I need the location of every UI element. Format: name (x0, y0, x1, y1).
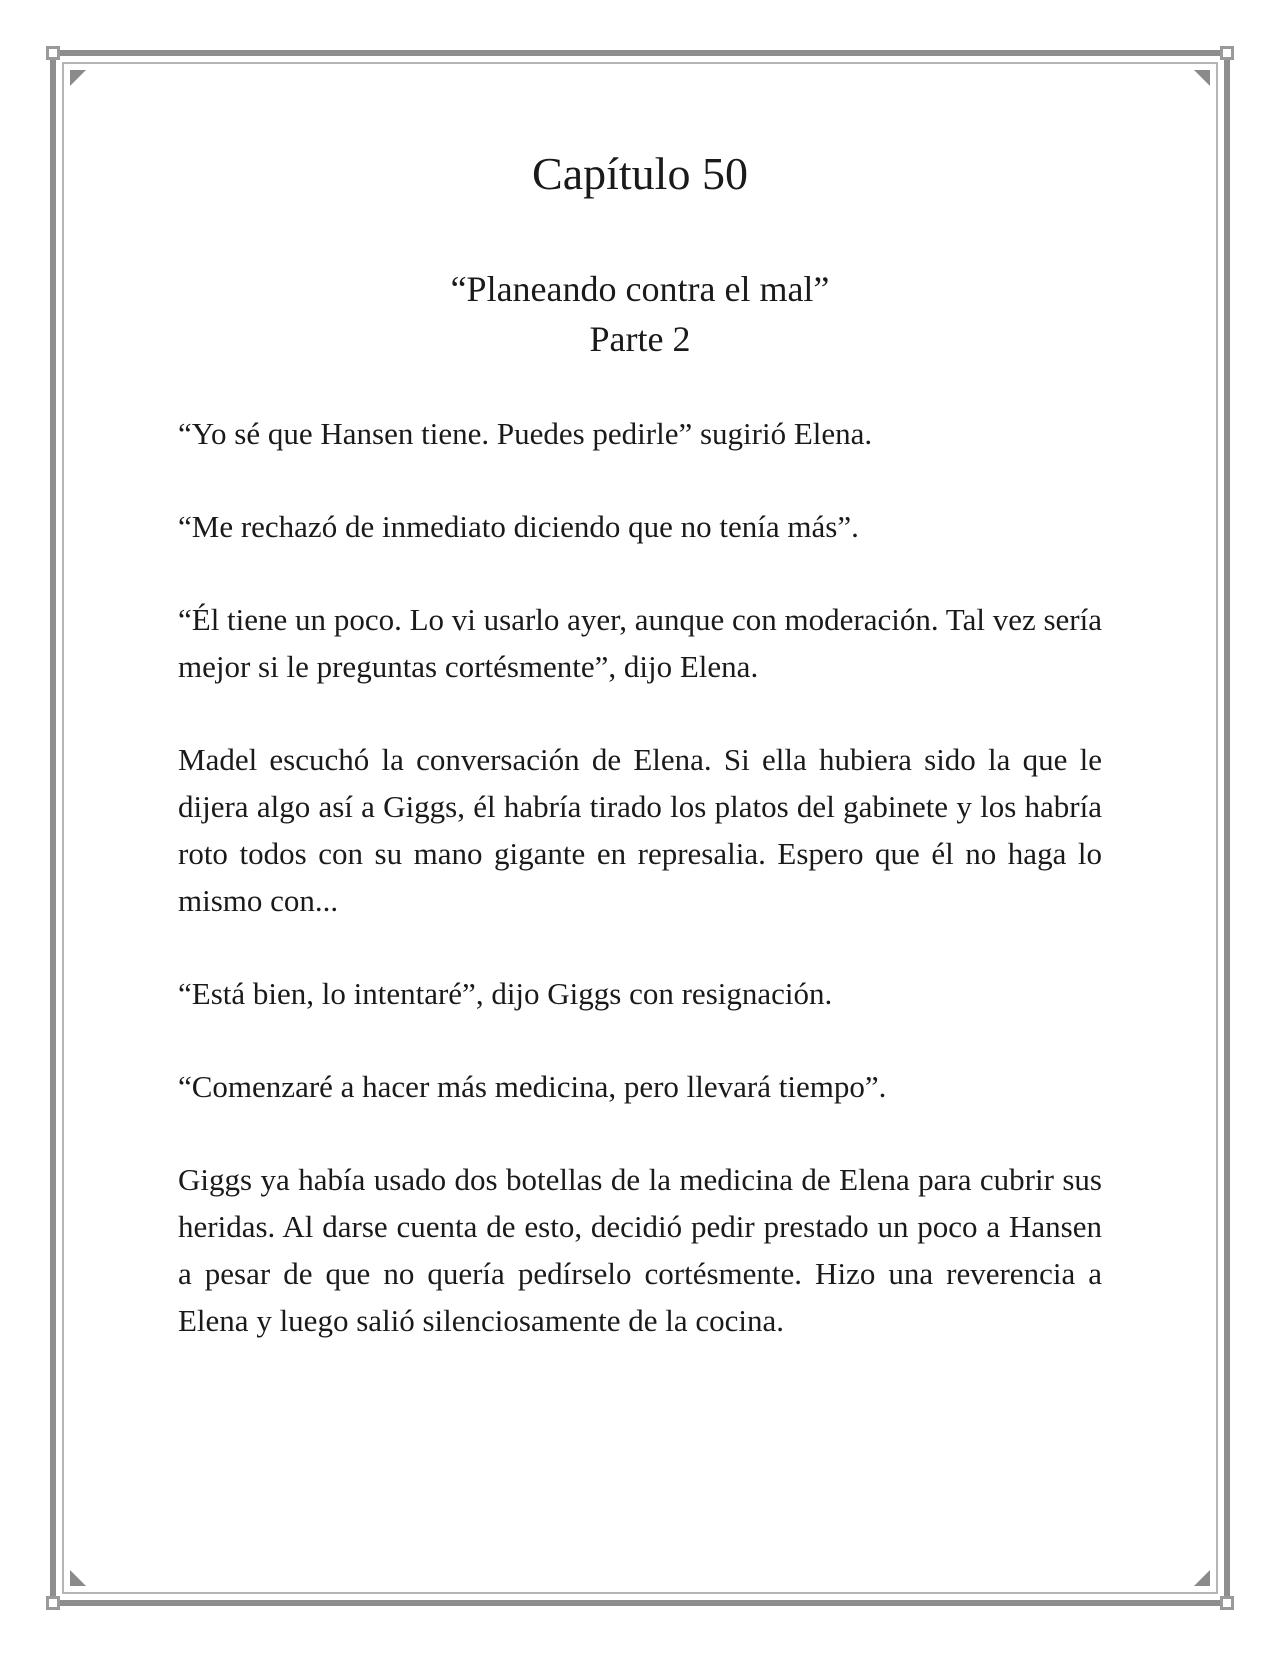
paragraph-3: “Él tiene un poco. Lo vi usarlo ayer, aunque con moderación. Tal vez sería mejor si le preguntas cortésmente”, dijo Elena. (178, 602, 1102, 684)
paragraph-7: Giggs ya había usado dos botellas de la medicina de Elena para cubrir sus heridas. Al darse cuenta de esto, decidió pedir prestado un poco a Hansen a pesar de que no quería pedírselo cortésmente. Hizo una reverencia a Elena y luego salió silenciosamente de la cocina. (178, 1162, 1102, 1338)
corner-triangle-top-right (1194, 70, 1210, 86)
paragraph-4: Madel escuchó la conversación de Elena. Si ella hubiera sido la que le dijera algo así a Giggs, él habría tirado los platos del gabinete y los habría roto todos con su mano gigante en represalia. Espero que él no haga lo mismo con... (178, 742, 1102, 918)
paragraph-6: “Comenzaré a hacer más medicina, pero llevará tiempo”. (178, 1069, 887, 1104)
chapter-body (178, 410, 1102, 1390)
corner-triangle-bottom-left (70, 1570, 86, 1586)
subtitle-line-1: “Planeando contra el mal” (450, 269, 830, 309)
corner-triangle-top-left (70, 70, 86, 86)
paragraph-5: “Está bien, lo intentaré”, dijo Giggs con resignación. (178, 976, 833, 1011)
corner-ornament-bottom-right (1220, 1596, 1234, 1610)
corner-ornament-top-right (1220, 46, 1234, 60)
chapter-title: Capítulo 50 (532, 148, 748, 199)
corner-triangle-bottom-right (1194, 1570, 1210, 1586)
subtitle-line-2: Parte 2 (589, 319, 691, 359)
corner-ornament-top-left (46, 46, 60, 60)
paragraph-1: “Yo sé que Hansen tiene. Puedes pedirle” sugirió Elena. (178, 416, 873, 451)
corner-ornament-bottom-left (46, 1596, 60, 1610)
paragraph-2: “Me rechazó de inmediato diciendo que no tenía más”. (178, 509, 859, 544)
chapter-subtitle (0, 264, 1280, 364)
